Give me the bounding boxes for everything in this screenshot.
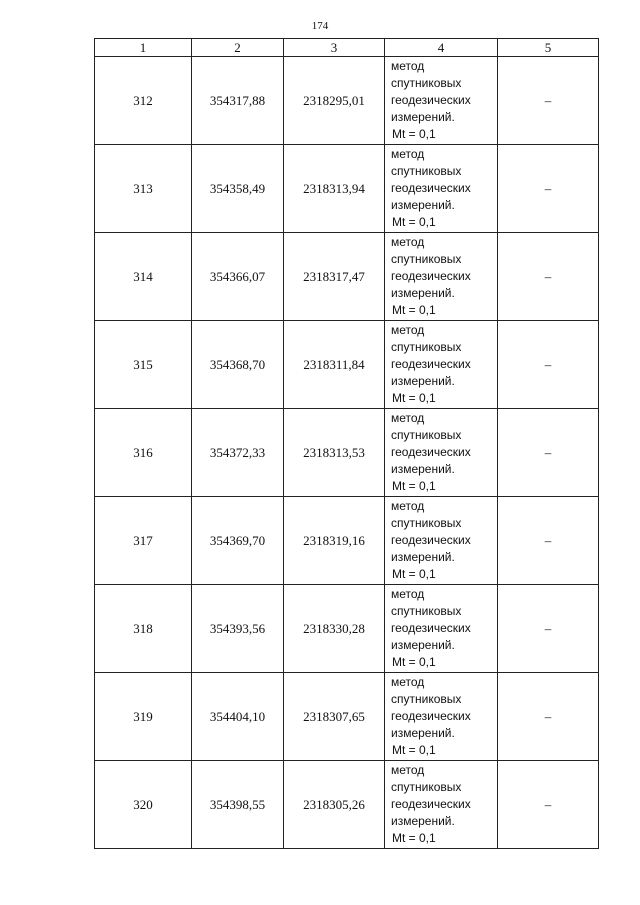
x-coordinate-cell: 354372,33 [192, 409, 284, 497]
method-text-line: метод [391, 235, 425, 249]
method-text-line: метод [391, 675, 425, 689]
method-text-line: спутниковых [391, 428, 462, 442]
point-number-cell: 317 [95, 497, 192, 585]
table-row [95, 145, 599, 233]
y-coordinate-cell: 2318305,26 [284, 761, 385, 849]
table-row [95, 409, 599, 497]
note-cell: – [498, 145, 599, 233]
method-text-line: измерений. [391, 198, 455, 212]
accuracy-text: Mt = 0,1 [392, 831, 436, 845]
accuracy-text: Mt = 0,1 [392, 567, 436, 581]
page-number: 174 [311, 20, 329, 32]
method-cell [385, 673, 498, 761]
method-text-line: спутниковых [391, 692, 462, 706]
method-text-line: метод [391, 587, 425, 601]
accuracy-text: Mt = 0,1 [392, 303, 436, 317]
point-number-cell: 316 [95, 409, 192, 497]
table-row [95, 321, 599, 409]
method-text-line: геодезических [391, 93, 471, 107]
method-text-line: метод [391, 323, 425, 337]
x-coordinate-cell: 354358,49 [192, 145, 284, 233]
x-coordinate-cell: 354404,10 [192, 673, 284, 761]
y-coordinate-cell: 2318313,53 [284, 409, 385, 497]
note-cell: – [498, 321, 599, 409]
method-text-line: метод [391, 411, 425, 425]
column-header-2: 2 [192, 39, 284, 57]
column-header-3: 3 [284, 39, 385, 57]
point-number-cell: 318 [95, 585, 192, 673]
method-text-line: измерений. [391, 286, 455, 300]
point-number-cell: 320 [95, 761, 192, 849]
y-coordinate-cell: 2318313,94 [284, 145, 385, 233]
method-cell [385, 409, 498, 497]
accuracy-text: Mt = 0,1 [392, 743, 436, 757]
y-coordinate-cell: 2318295,01 [284, 57, 385, 145]
method-text-line: измерений. [391, 726, 455, 740]
method-text-line: измерений. [391, 550, 455, 564]
method-cell [385, 233, 498, 321]
point-number-cell: 314 [95, 233, 192, 321]
method-text-line: спутниковых [391, 516, 462, 530]
method-text-line: геодезических [391, 445, 471, 459]
coordinates-table [94, 38, 599, 849]
method-text-line: спутниковых [391, 604, 462, 618]
accuracy-text: Mt = 0,1 [392, 127, 436, 141]
y-coordinate-cell: 2318317,47 [284, 233, 385, 321]
x-coordinate-cell: 354369,70 [192, 497, 284, 585]
table-row [95, 585, 599, 673]
method-text-line: измерений. [391, 374, 455, 388]
method-text-line: спутниковых [391, 164, 462, 178]
x-coordinate-cell: 354317,88 [192, 57, 284, 145]
note-cell: – [498, 409, 599, 497]
method-text-line: метод [391, 59, 425, 73]
note-cell: – [498, 673, 599, 761]
method-cell [385, 497, 498, 585]
x-coordinate-cell: 354368,70 [192, 321, 284, 409]
method-text-line: геодезических [391, 181, 471, 195]
note-cell: – [498, 497, 599, 585]
table-row [95, 497, 599, 585]
x-coordinate-cell: 354366,07 [192, 233, 284, 321]
table-row [95, 233, 599, 321]
table-body [95, 57, 599, 849]
method-text-line: измерений. [391, 638, 455, 652]
method-text-line: спутниковых [391, 252, 462, 266]
y-coordinate-cell: 2318319,16 [284, 497, 385, 585]
method-text-line: спутниковых [391, 340, 462, 354]
note-cell: – [498, 57, 599, 145]
method-text-line: геодезических [391, 797, 471, 811]
header-row [95, 39, 599, 57]
column-header-5: 5 [498, 39, 599, 57]
method-cell [385, 57, 498, 145]
point-number-cell: 315 [95, 321, 192, 409]
method-text-line: метод [391, 763, 425, 777]
method-text-line: геодезических [391, 533, 471, 547]
y-coordinate-cell: 2318330,28 [284, 585, 385, 673]
table-row [95, 673, 599, 761]
accuracy-text: Mt = 0,1 [392, 215, 436, 229]
table-row [95, 57, 599, 145]
accuracy-text: Mt = 0,1 [392, 479, 436, 493]
point-number-cell: 313 [95, 145, 192, 233]
column-header-1: 1 [95, 39, 192, 57]
accuracy-text: Mt = 0,1 [392, 655, 436, 669]
y-coordinate-cell: 2318311,84 [284, 321, 385, 409]
method-cell [385, 321, 498, 409]
point-number-cell: 319 [95, 673, 192, 761]
method-text-line: геодезических [391, 621, 471, 635]
table-row [95, 761, 599, 849]
method-text-line: спутниковых [391, 76, 462, 90]
method-text-line: измерений. [391, 814, 455, 828]
method-text-line: геодезических [391, 269, 471, 283]
method-text-line: метод [391, 147, 425, 161]
y-coordinate-cell: 2318307,65 [284, 673, 385, 761]
method-text-line: метод [391, 499, 425, 513]
method-text-line: геодезических [391, 357, 471, 371]
note-cell: – [498, 233, 599, 321]
column-header-4: 4 [385, 39, 498, 57]
method-text-line: геодезических [391, 709, 471, 723]
accuracy-text: Mt = 0,1 [392, 391, 436, 405]
x-coordinate-cell: 354398,55 [192, 761, 284, 849]
x-coordinate-cell: 354393,56 [192, 585, 284, 673]
note-cell: – [498, 761, 599, 849]
method-cell [385, 145, 498, 233]
note-cell: – [498, 585, 599, 673]
point-number-cell: 312 [95, 57, 192, 145]
method-text-line: измерений. [391, 110, 455, 124]
method-cell [385, 761, 498, 849]
method-cell [385, 585, 498, 673]
method-text-line: спутниковых [391, 780, 462, 794]
method-text-line: измерений. [391, 462, 455, 476]
